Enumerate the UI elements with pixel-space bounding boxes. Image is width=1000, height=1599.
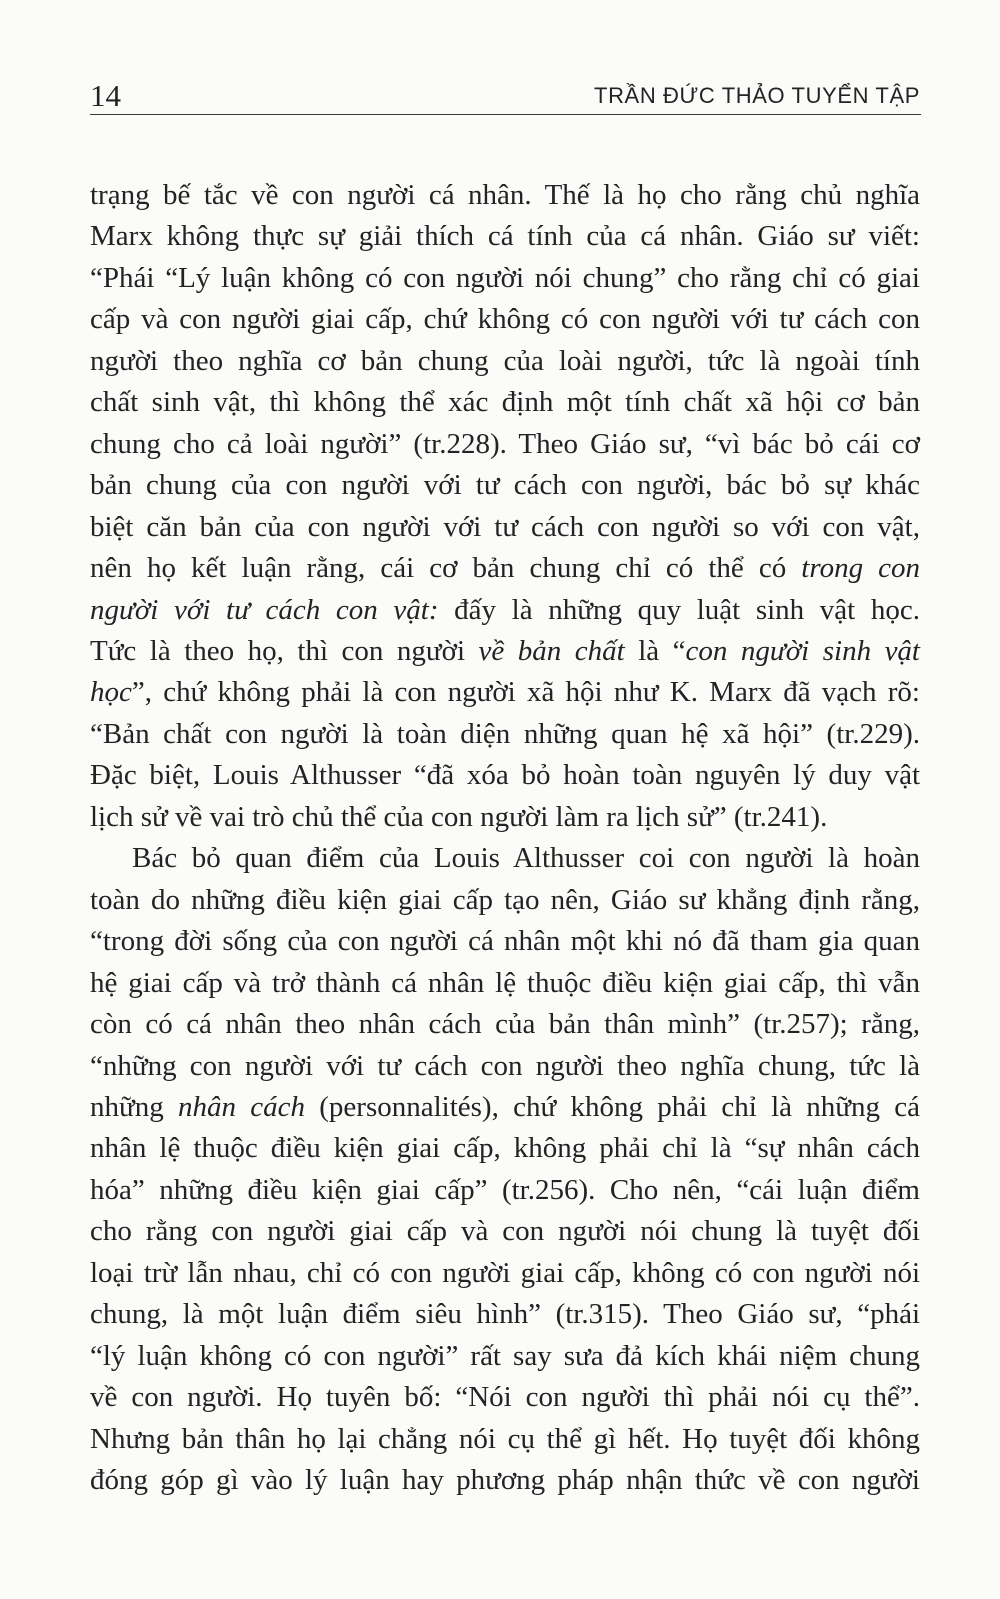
text-line: bản chung của con người với tư cách con người, bác bỏ sự khác: [90, 469, 920, 502]
text-run: những: [90, 1090, 178, 1123]
text-line: “Phái “Lý luận không có con người nói chung” cho rằng chỉ có giai: [90, 261, 920, 294]
text-line: Marx không thực sự giải thích cá tính của cá nhân. Giáo sư viết:: [90, 220, 920, 253]
text-run: (personnalités), chứ không phải chỉ là những cá: [305, 1090, 921, 1123]
text-line: loại trừ lẫn nhau, chỉ có con người giai cấp, không có con người nói: [90, 1256, 920, 1289]
body-text: [90, 175, 920, 1502]
emphasized-text: về bản chất: [478, 634, 625, 667]
text-line: [90, 1087, 920, 1128]
text-line: về con người. Họ tuyên bố: “Nói con người thì phải nói cụ thể”.: [90, 1381, 920, 1414]
text-line: chung, là một luận điểm siêu hình” (tr.315). Theo Giáo sư, “phái: [90, 1298, 920, 1331]
text-line: [90, 548, 920, 589]
text-line: “những con người với tư cách con người theo nghĩa chung, tức là: [90, 1049, 920, 1082]
emphasized-text: con người sinh vật: [685, 634, 920, 667]
text-run: Tức là theo họ, thì con người: [90, 634, 479, 667]
text-line: chung cho cả loài người” (tr.228). Theo Giáo sư, “vì bác bỏ cái cơ: [90, 427, 920, 460]
running-title: TRẦN ĐỨC THẢO TUYỂN TẬP: [594, 83, 920, 108]
text-line: nhân lệ thuộc điều kiện giai cấp, không phải chỉ là “sự nhân cách: [90, 1132, 920, 1165]
text-line: lịch sử về vai trò chủ thể của con người làm ra lịch sử” (tr.241).: [90, 800, 828, 833]
text-line: biệt căn bản của con người với tư cách con người so với con vật,: [90, 510, 920, 543]
text-run: ”, chứ không phải là con người xã hội như K. Marx đã vạch rõ:: [131, 676, 920, 709]
text-line: [90, 590, 920, 631]
text-line: trạng bế tắc về con người cá nhân. Thế là họ cho rằng chủ nghĩa: [90, 179, 920, 211]
emphasized-text: người với tư cách con vật:: [90, 593, 439, 626]
text-run: đấy là những quy luật sinh vật học.: [438, 593, 920, 626]
header-rule: [90, 114, 921, 115]
text-line: Nhưng bản thân họ lại chẳng nói cụ thể gì hết. Họ tuyệt đối không: [90, 1422, 920, 1455]
text-line: hệ giai cấp và trở thành cá nhân lệ thuộc điều kiện giai cấp, thì vẫn: [90, 966, 920, 999]
text-line: cho rằng con người giai cấp và con người nói chung là tuyệt đối: [90, 1215, 920, 1248]
running-header: [90, 76, 920, 116]
text-line: cấp và con người giai cấp, chứ không có con người với tư cách con: [90, 303, 920, 336]
text-line: “lý luận không có con người” rất say sưa đả kích khái niệm chung: [90, 1339, 920, 1372]
emphasized-text: học: [90, 676, 132, 709]
text-line: “Bản chất con người là toàn diện những quan hệ xã hội” (tr.229).: [90, 717, 920, 750]
text-run: nên họ kết luận rằng, cái cơ bản chung chỉ có thể có: [90, 552, 802, 585]
page-number: 14: [90, 78, 121, 113]
paragraph: [90, 175, 920, 838]
text-line: “trong đời sống của con người cá nhân một khi nó đã tham gia quan: [90, 925, 920, 958]
text-line: hóa” những điều kiện giai cấp” (tr.256). Cho nên, “cái luận điểm: [90, 1173, 920, 1206]
emphasized-text: nhân cách: [177, 1090, 305, 1123]
text-line: đóng góp gì vào lý luận hay phương pháp nhận thức về con người: [90, 1464, 920, 1497]
text-line: Đặc biệt, Louis Althusser “đã xóa bỏ hoàn toàn nguyên lý duy vật: [90, 759, 920, 792]
text-line: chất sinh vật, thì không thể xác định một tính chất xã hội cơ bản: [90, 386, 920, 419]
text-line: [90, 631, 920, 672]
emphasized-text: trong con: [801, 552, 921, 585]
text-run: là “: [624, 634, 686, 667]
text-line: toàn do những điều kiện giai cấp tạo nên, Giáo sư khẳng định rằng,: [90, 883, 920, 916]
text-line: người theo nghĩa cơ bản chung của loài người, tức là ngoài tính: [90, 344, 920, 377]
paragraph: [90, 838, 920, 1501]
text-line: còn có cá nhân theo nhân cách của bản thân mình” (tr.257); rằng,: [90, 1008, 920, 1041]
text-line: Bác bỏ quan điểm của Louis Althusser coi con người là hoàn: [132, 842, 920, 875]
text-line: [90, 672, 920, 713]
